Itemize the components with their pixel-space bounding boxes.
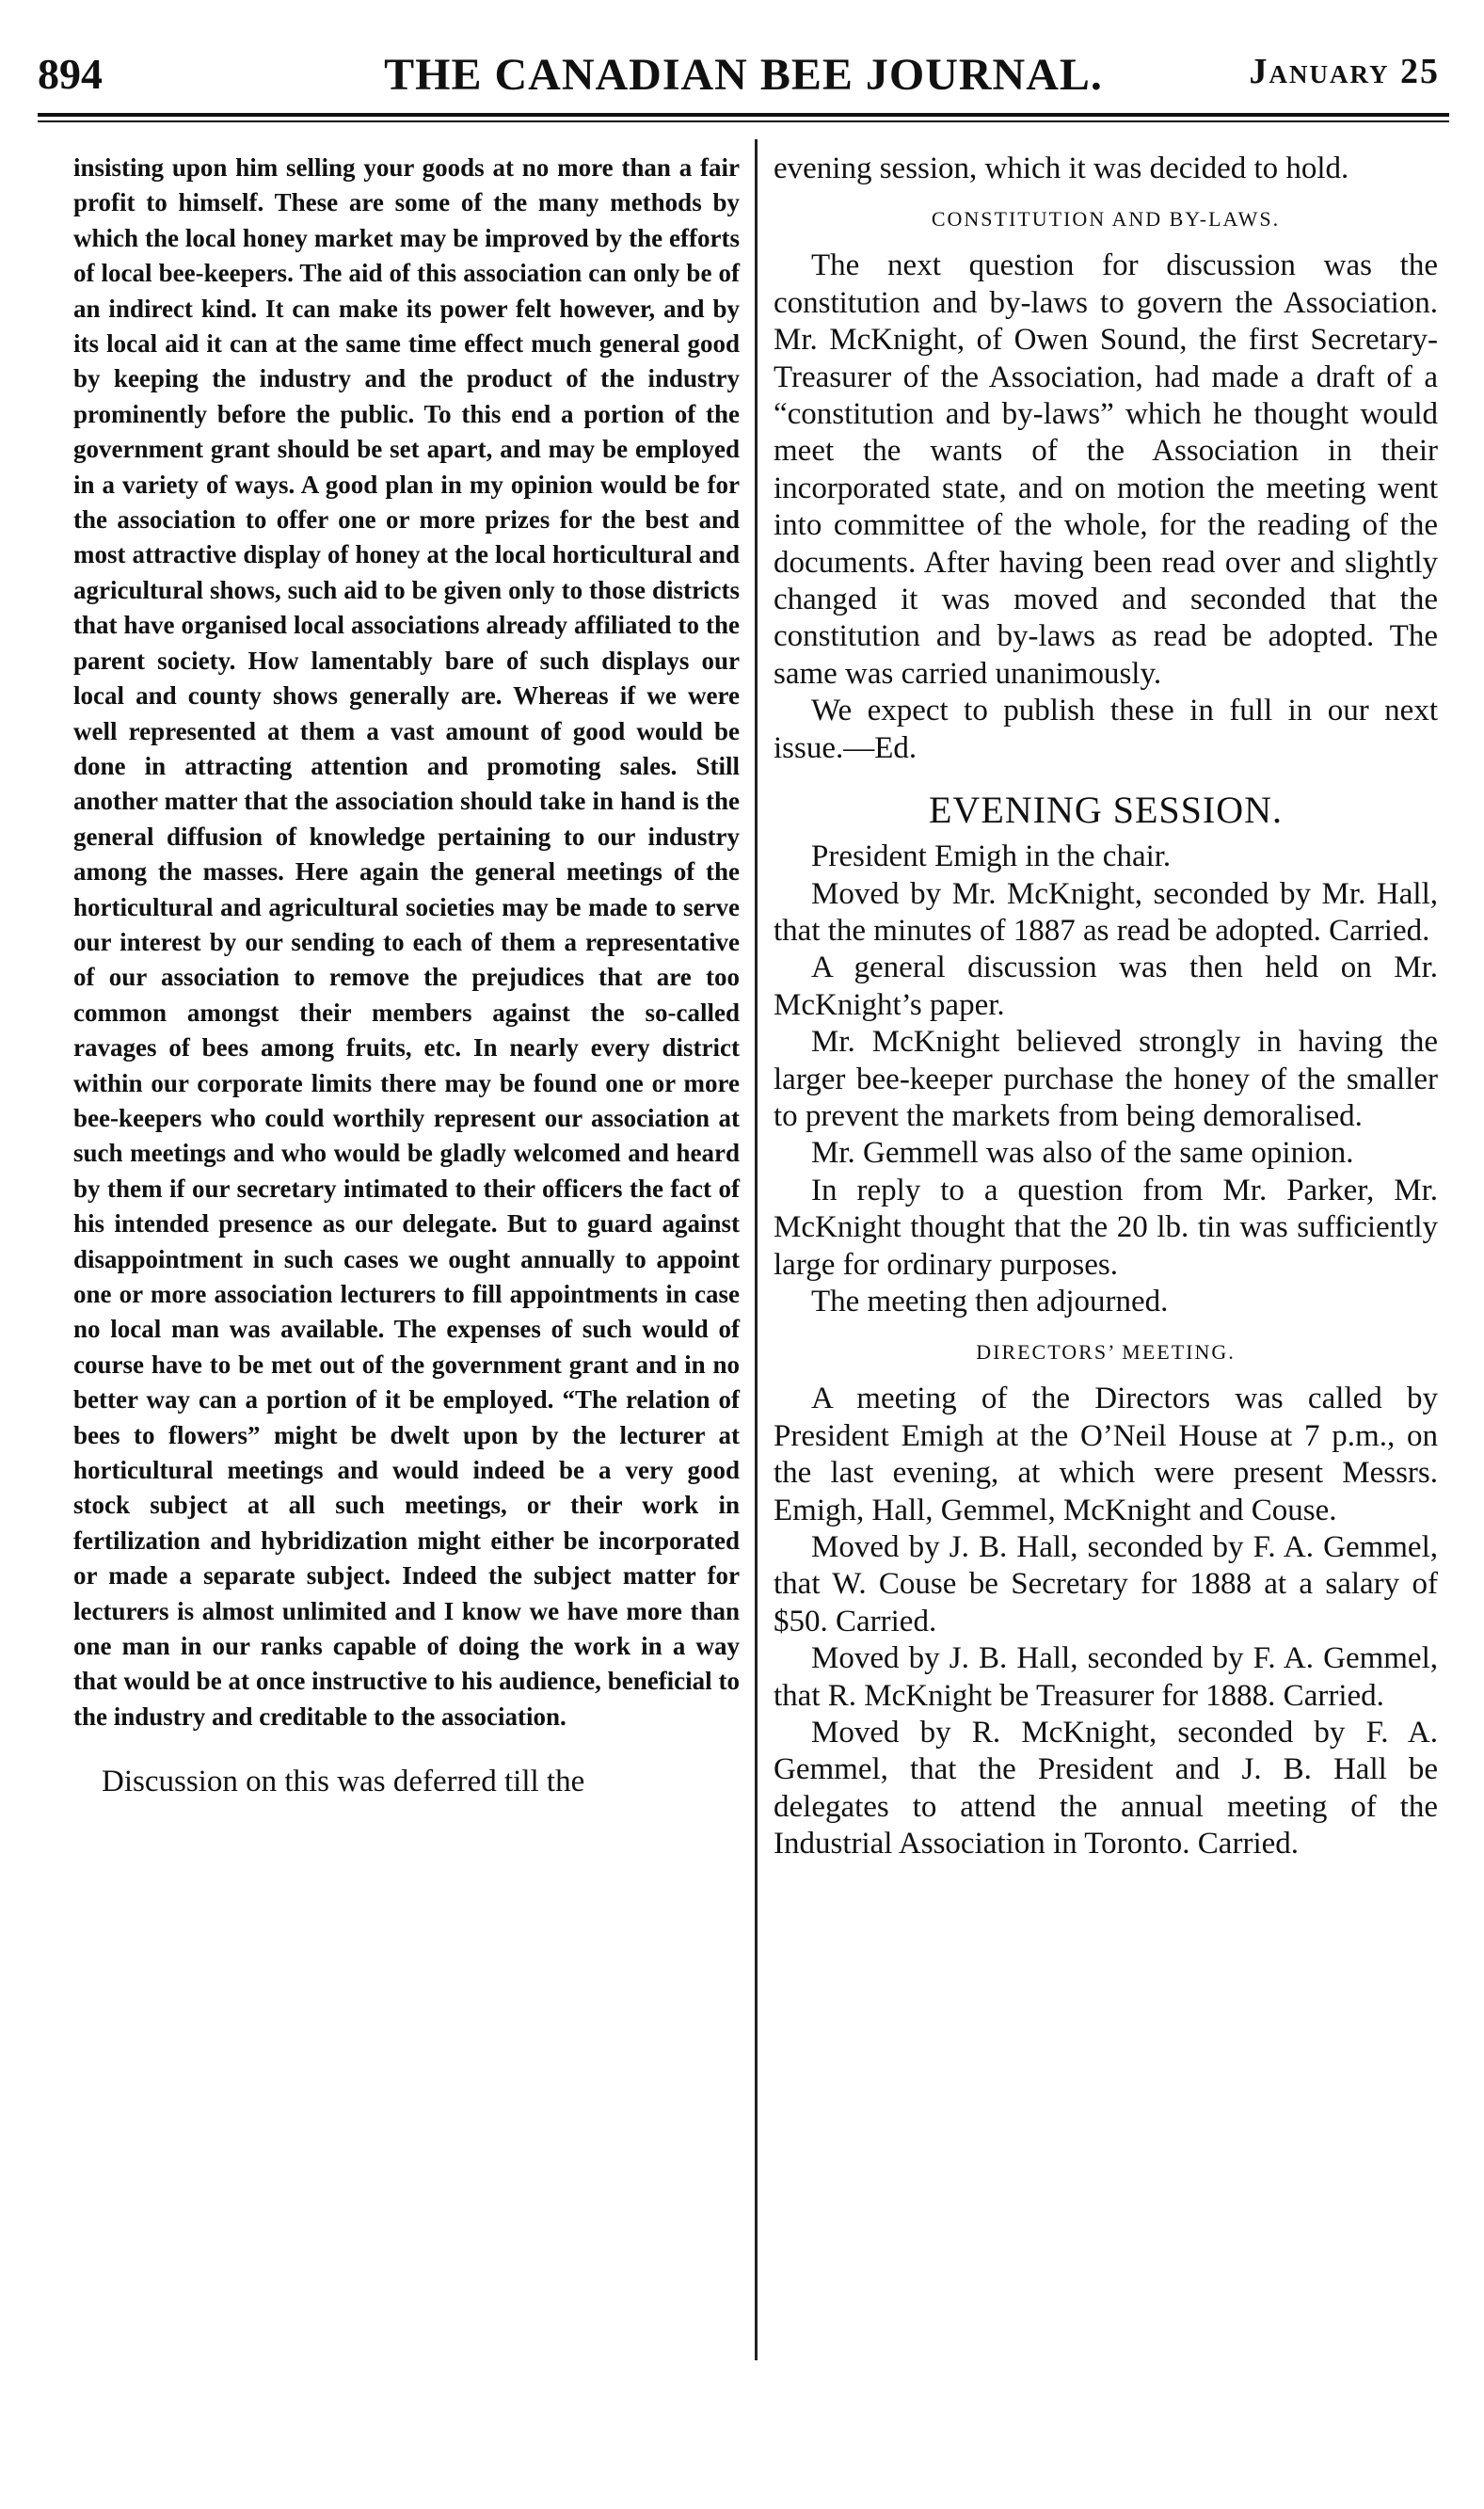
paragraph: Moved by Mr. McKnight, seconded by Mr. Hall, that the minutes of 1887 as read be adopted. Carried.: [774, 876, 1438, 948]
page-header: [38, 45, 1449, 111]
column-divider: [755, 139, 758, 2360]
article-paragraph: insisting upon him selling your goods at no more than a fair profit to himself. These are some of the many methods by which the local honey market may be improved by the efforts of local bee-keepers. The aid of this association can only be of an indirect kind. It can make its power felt however, and by its local aid it can at the same time effect much general good by keeping the industry and the product of the industry prominently before the public. To this end a portion of the government grant should be set apart, and may be employed in a variety of ways. A good plan in my opinion would be for the association to offer one or more prizes for the best and most attractive display of honey at the local horticultural and agricultural shows, such aid to be given only to those districts that have organised local associations already affiliated to the parent society. How lamentably bare of such displays our local and county shows generally are. Whereas if we were well represented at them a vast amount of good would be done in attracting attention and promoting sales. Still another matter that the association should take in hand is the general diffusion of knowledge pertaining to our industry among the masses. Here again the general meetings of the horticultural and agricultural societies may be made to serve our interest by our sending to each of them a representative of our association to remove the prejudices that are too common amongst their members against the so-called ravages of bees among fruits, etc. In nearly every district within our corporate limits there may be found one or more bee-keepers who could worthily represent our association at such meetings and who would be gladly welcomed and heard by them if our secretary intimated to their officers the fact of his intended presence as our delegate. But to guard against disappointment in such cases we ought annually to appoint one or more association lecturers to fill appointments in case no local man was available. The expenses of such would of course have to be met out of the government grant and in no better way can a portion of it be employed. “The relation of bees to flowers” might be dwelt upon by the lecturer at horticultural meetings and would indeed be a very good stock subject at all such meetings, or their work in fertilization and hybridization might either be incorporated or made a separate subject. Indeed the subject matter for lecturers is almost unlimited and I know we have more than one man in our ranks capable of doing the work in a way that would be at once instructive to his audience, beneficial to the industry and creditable to the association.: [73, 153, 740, 1731]
paragraph: A meeting of the Directors was called by President Emigh at the O’Neil House at 7 p.m., on the last evening, at which were present Messrs. Emigh, Hall, Gemmel, McKnight and Couse.: [774, 1382, 1438, 1527]
paragraph: Moved by J. B. Hall, seconded by F. A. Gemmel, that R. McKnight be Treasurer for 1888. Carried.: [774, 1641, 1438, 1713]
paragraph: Moved by J. B. Hall, seconded by F. A. Gemmel, that W. Couse be Secretary for 1888 at a salary of $50. Carried.: [774, 1530, 1438, 1638]
paragraph: We expect to publish these in full in our next issue.—Ed.: [774, 694, 1438, 765]
paragraph: Mr. McKnight believed strongly in having the larger bee-keeper purchase the honey of the smaller to prevent the markets from being demoralised.: [774, 1025, 1438, 1133]
paragraph: A general discussion was then held on Mr. McKnight’s paper.: [774, 951, 1438, 1022]
closing-line: Discussion on this was deferred till the: [102, 1765, 585, 1799]
paragraph: President Emigh in the chair.: [811, 839, 1172, 874]
paragraph: The meeting then adjourned.: [811, 1284, 1169, 1318]
page-number: 894: [38, 50, 103, 98]
left-column: [73, 151, 740, 1800]
paragraph: The next question for discussion was the constitution and by-laws to govern the Association. Mr. McKnight, of Owen Sound, the first Secretary-Treasurer of the Association, had made a draft of a “constitution and by-laws” which he thought would meet the wants of the Association in their incorporated state, and on motion the meeting went into committee of the whole, for the reading of the documents. After having been read over and slightly changed it was moved and seconded that the constitution and by-laws as read be adopted. The same was carried unanimously.: [774, 248, 1438, 691]
paragraph: Mr. Gemmell was also of the same opinion.: [811, 1136, 1354, 1171]
paragraph: In reply to a question from Mr. Parker, Mr. McKnight thought that the 20 lb. tin was sufficiently large for ordinary purposes.: [774, 1173, 1438, 1282]
issue-date: January 25: [1249, 52, 1440, 91]
header-rule-thin: [38, 120, 1449, 122]
section-heading-evening: EVENING SESSION.: [929, 789, 1283, 832]
journal-title: THE CANADIAN BEE JOURNAL.: [384, 50, 1103, 100]
section-heading-constitution: CONSTITUTION AND BY-LAWS.: [931, 207, 1281, 232]
section-heading-directors: DIRECTORS’ MEETING.: [976, 1340, 1236, 1365]
paragraph: Moved by R. McKnight, seconded by F. A. Gemmel, that the President and J. B. Hall be delegates to attend the annual meeting of the Industrial Association in Toronto. Carried.: [774, 1716, 1438, 1862]
header-rule: [38, 113, 1449, 117]
continuation-text: evening session, which it was decided to hold.: [774, 152, 1349, 185]
right-column: [774, 151, 1438, 1863]
